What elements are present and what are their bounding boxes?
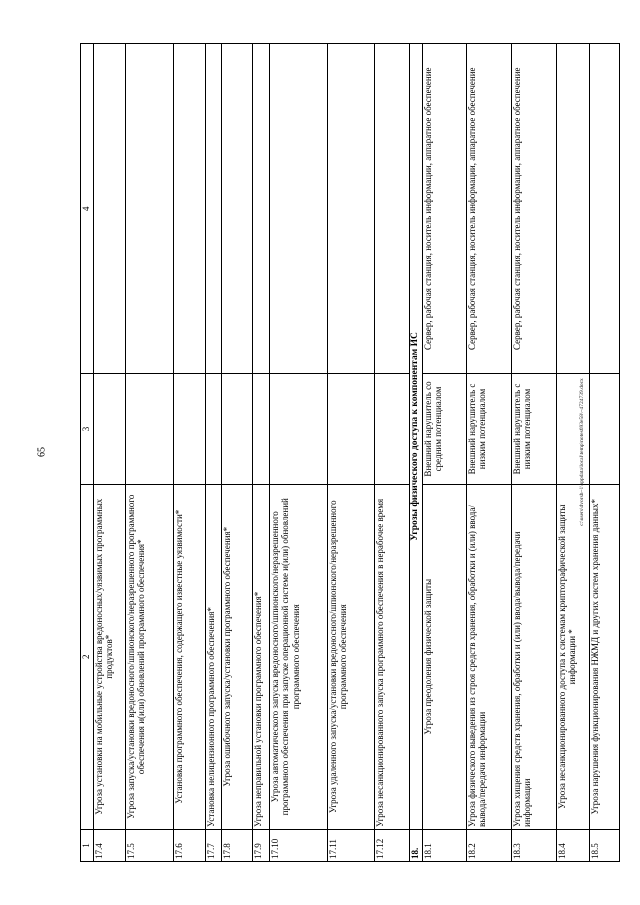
- threat-cell: Угроза установки на мобильные устройства вредоносных/уязвимых программных продуктов*: [94, 484, 126, 829]
- row-number: 17.7: [206, 829, 222, 861]
- header-row: [81, 44, 94, 862]
- row-number: 18.1: [423, 829, 467, 861]
- page-number: 65: [36, 447, 48, 457]
- table-area: [80, 43, 600, 862]
- object-cell: [222, 44, 253, 374]
- table-row: [467, 44, 512, 862]
- violator-cell: [174, 374, 206, 484]
- table-row: [328, 44, 375, 862]
- table-row: [375, 44, 410, 862]
- violator-cell: [270, 374, 328, 484]
- threat-cell: Угроза неправильной установки программного обеспечения*: [253, 484, 270, 829]
- threat-cell: Установка программного обеспечения, содержащего известные уязвимости*: [174, 484, 206, 829]
- table-row: [126, 44, 174, 862]
- table-row: [222, 44, 253, 862]
- violator-cell: [590, 374, 620, 484]
- row-number: 17.6: [174, 829, 206, 861]
- row-number: 17.5: [126, 829, 174, 861]
- violator-cell: Внешний нарушитель со средним потенциалом: [423, 374, 467, 484]
- row-number: 17.12: [375, 829, 410, 861]
- threat-cell: Угроза запуска/установки вредоносного/шпионского/неразрешенного программного обеспечения и(или) обновлений программного обеспечения*: [126, 484, 174, 829]
- row-number: 17.8: [222, 829, 253, 861]
- row-number: 18.3: [512, 829, 557, 861]
- threat-cell: Угроза нарушения функционирования НЖМД и других систем хранения данных*: [590, 484, 620, 829]
- threat-cell: Угроза хищения средств хранения, обработки и (или) ввода/вывода/передачи информации: [512, 484, 557, 829]
- object-cell: [590, 44, 620, 374]
- table-row: [206, 44, 222, 862]
- object-cell: [375, 44, 410, 374]
- section-title: Угрозы физического доступа к компонентам ИС: [410, 44, 423, 830]
- object-cell: Сервер, рабочая станция, носитель информации, аппаратное обеспечение: [423, 44, 467, 374]
- violator-cell: [253, 374, 270, 484]
- column-header-4: 4: [81, 44, 94, 374]
- object-cell: [253, 44, 270, 374]
- threat-cell: Угроза физического выведения из строя средств хранения, обработки и (или) ввода/вывода/передачи информации: [467, 484, 512, 829]
- threats-table: [80, 43, 620, 862]
- row-number: 18.4: [557, 829, 590, 861]
- threat-cell: Угроза несанкционированного запуска программного обеспечения в нерабочее время: [375, 484, 410, 829]
- column-header-2: 2: [81, 484, 94, 829]
- violator-cell: [222, 374, 253, 484]
- threat-cell: Установка нелицензионного программного обеспечения*: [206, 484, 222, 829]
- row-number: 18.5: [590, 829, 620, 861]
- violator-cell: [206, 374, 222, 484]
- row-number: 17.4: [94, 829, 126, 861]
- table-row: [174, 44, 206, 862]
- object-cell: [206, 44, 222, 374]
- violator-cell: [375, 374, 410, 484]
- object-cell: Сервер, рабочая станция, носитель информации, аппаратное обеспечение: [512, 44, 557, 374]
- section-number: 18.: [410, 829, 423, 861]
- row-number: 17.10: [270, 829, 328, 861]
- threat-cell: Угроза ошибочного запуска/установки программного обеспечения*: [222, 484, 253, 829]
- column-header-3: 3: [81, 374, 94, 484]
- table-row: [590, 44, 620, 862]
- object-cell: [557, 44, 590, 374]
- violator-cell: Внешний нарушитель с низким потенциалом: [467, 374, 512, 484]
- row-number: 17.11: [328, 829, 375, 861]
- footer-file-path: c:\users\dvorsh~1\appdata\local\temp\notes693e58\~4724739.docx: [579, 378, 585, 526]
- violator-cell: [94, 374, 126, 484]
- table-row: [270, 44, 328, 862]
- violator-cell: Внешний нарушитель с низким потенциалом: [512, 374, 557, 484]
- object-cell: Сервер, рабочая станция, носитель информации, аппаратное обеспечение: [467, 44, 512, 374]
- row-number: 17.9: [253, 829, 270, 861]
- row-number: 18.2: [467, 829, 512, 861]
- section-row: [410, 44, 423, 862]
- object-cell: [126, 44, 174, 374]
- object-cell: [270, 44, 328, 374]
- object-cell: [328, 44, 375, 374]
- violator-cell: [126, 374, 174, 484]
- threat-cell: Угроза несанкционированного доступа к системам криптографической защиты информации *: [557, 484, 590, 829]
- threat-cell: Угроза удаленного запуска/установки вредоносного/шпионского/неразрешенного программного обеспечения: [328, 484, 375, 829]
- table-row: [253, 44, 270, 862]
- object-cell: [94, 44, 126, 374]
- table-row: [94, 44, 126, 862]
- table-row: [512, 44, 557, 862]
- column-header-1: 1: [81, 829, 94, 861]
- violator-cell: [328, 374, 375, 484]
- threat-cell: Угроза преодоления физической защиты: [423, 484, 467, 829]
- object-cell: [174, 44, 206, 374]
- table-row: [423, 44, 467, 862]
- threat-cell: Угроза автоматического запуска вредоносного/шпионского/неразрешенного программного обеспечения при запуске операционной системе и(или) обновлений программного обеспечения: [270, 484, 328, 829]
